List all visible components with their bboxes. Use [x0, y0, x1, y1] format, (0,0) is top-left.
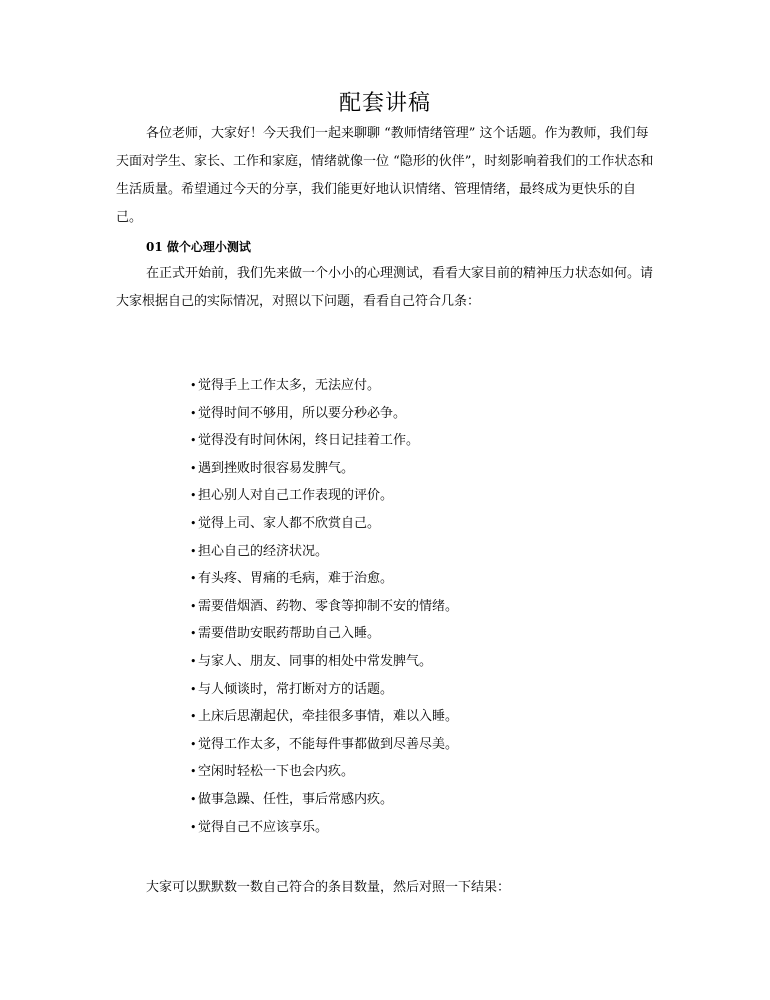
checklist-item-text: 上床后思潮起伏，牵挂很多事情，难以入睡。 — [198, 709, 459, 725]
checklist-item — [190, 758, 458, 786]
checklist-item-text: 遇到挫败时很容易发脾气。 — [198, 460, 355, 476]
bullet-icon: • — [190, 765, 197, 779]
page-title: 配套讲稿 — [338, 91, 431, 116]
bullet-icon: • — [190, 461, 197, 475]
bullet-icon: • — [190, 489, 197, 503]
checklist-item-text: 觉得自己不应该享乐。 — [198, 819, 329, 835]
checklist-item — [190, 814, 458, 842]
closing-paragraph: 大家可以默默数一数自己符合的条目数量，然后对照一下结果： — [146, 880, 511, 895]
checklist-item-text: 觉得上司、家人都不欣赏自己。 — [198, 515, 381, 531]
checklist-item — [190, 648, 458, 676]
checklist-item — [190, 400, 458, 428]
checklist — [190, 372, 458, 841]
checklist-item-text: 做事急躁、任性，事后常感内疚。 — [198, 791, 394, 807]
bullet-icon: • — [190, 599, 197, 613]
checklist-item-text: 担心自己的经济状况。 — [198, 543, 329, 559]
bullet-icon: • — [190, 572, 197, 586]
checklist-item-text: 需要借助安眠药帮助自己入睡。 — [198, 626, 381, 642]
bullet-icon: • — [190, 627, 197, 641]
checklist-item-text: 与家人、朋友、同事的相处中常发脾气。 — [198, 653, 433, 669]
checklist-item — [190, 731, 458, 759]
checklist-item — [190, 427, 458, 455]
bullet-icon: • — [190, 710, 197, 724]
checklist-item-text: 需要借烟酒、药物、零食等抑制不安的情绪。 — [198, 598, 459, 614]
checklist-item-text: 空闲时轻松一下也会内疚。 — [198, 764, 355, 780]
checklist-item — [190, 676, 458, 704]
bullet-icon: • — [190, 379, 197, 392]
bullet-icon: • — [190, 792, 197, 806]
checklist-item-text: 觉得工作太多，不能每件事都做到尽善尽美。 — [198, 736, 459, 752]
bullet-icon: • — [190, 434, 197, 448]
checklist-item — [190, 593, 458, 621]
checklist-item — [190, 565, 458, 593]
checklist-item-text: 觉得没有时间休闲，终日记挂着工作。 — [198, 433, 420, 449]
checklist-item-text: 觉得手上工作太多，无法应付。 — [198, 378, 381, 393]
bullet-icon: • — [190, 544, 197, 558]
bullet-icon: • — [190, 737, 197, 751]
bullet-icon: • — [190, 516, 197, 530]
checklist-item — [190, 703, 458, 731]
checklist-item-text: 担心别人对自己工作表现的评价。 — [198, 488, 394, 504]
checklist-item — [190, 510, 458, 538]
test-intro-paragraph: 在正式开始前，我们先来做一个小小的心理测试，看看大家目前的精神压力状态如何。请大家根据自己的实际情况，对照以下问题，看看自己符合几条： — [116, 266, 654, 309]
bullet-icon: • — [190, 406, 197, 420]
checklist-item — [190, 538, 458, 566]
checklist-item-text: 觉得时间不够用，所以要分秒必争。 — [198, 405, 407, 421]
bullet-icon: • — [190, 682, 197, 696]
checklist-item-text: 有头疼、胃痛的毛病，难于治愈。 — [198, 571, 394, 587]
section-heading: 01 做个心理小测试 — [146, 240, 251, 254]
checklist-item — [190, 372, 458, 400]
bullet-icon: • — [190, 654, 197, 668]
bullet-icon: • — [190, 820, 197, 834]
intro-paragraph: 各位老师，大家好！今天我们一起来聊聊 “教师情绪管理” 这个话题。作为教师，我们每天面对学生、家长、工作和家庭，情绪就像一位 “隐形的伙伴”，时刻影响着我们的工作状态和生活质量。希望通过今天的分享，我们能更好地认识情绪、管理情绪，最终成为更快乐的自己。 — [116, 126, 654, 225]
checklist-item — [190, 482, 458, 510]
checklist-item — [190, 455, 458, 483]
checklist-item — [190, 786, 458, 814]
checklist-item — [190, 620, 458, 648]
checklist-item-text: 与人倾谈时，常打断对方的话题。 — [198, 681, 394, 697]
